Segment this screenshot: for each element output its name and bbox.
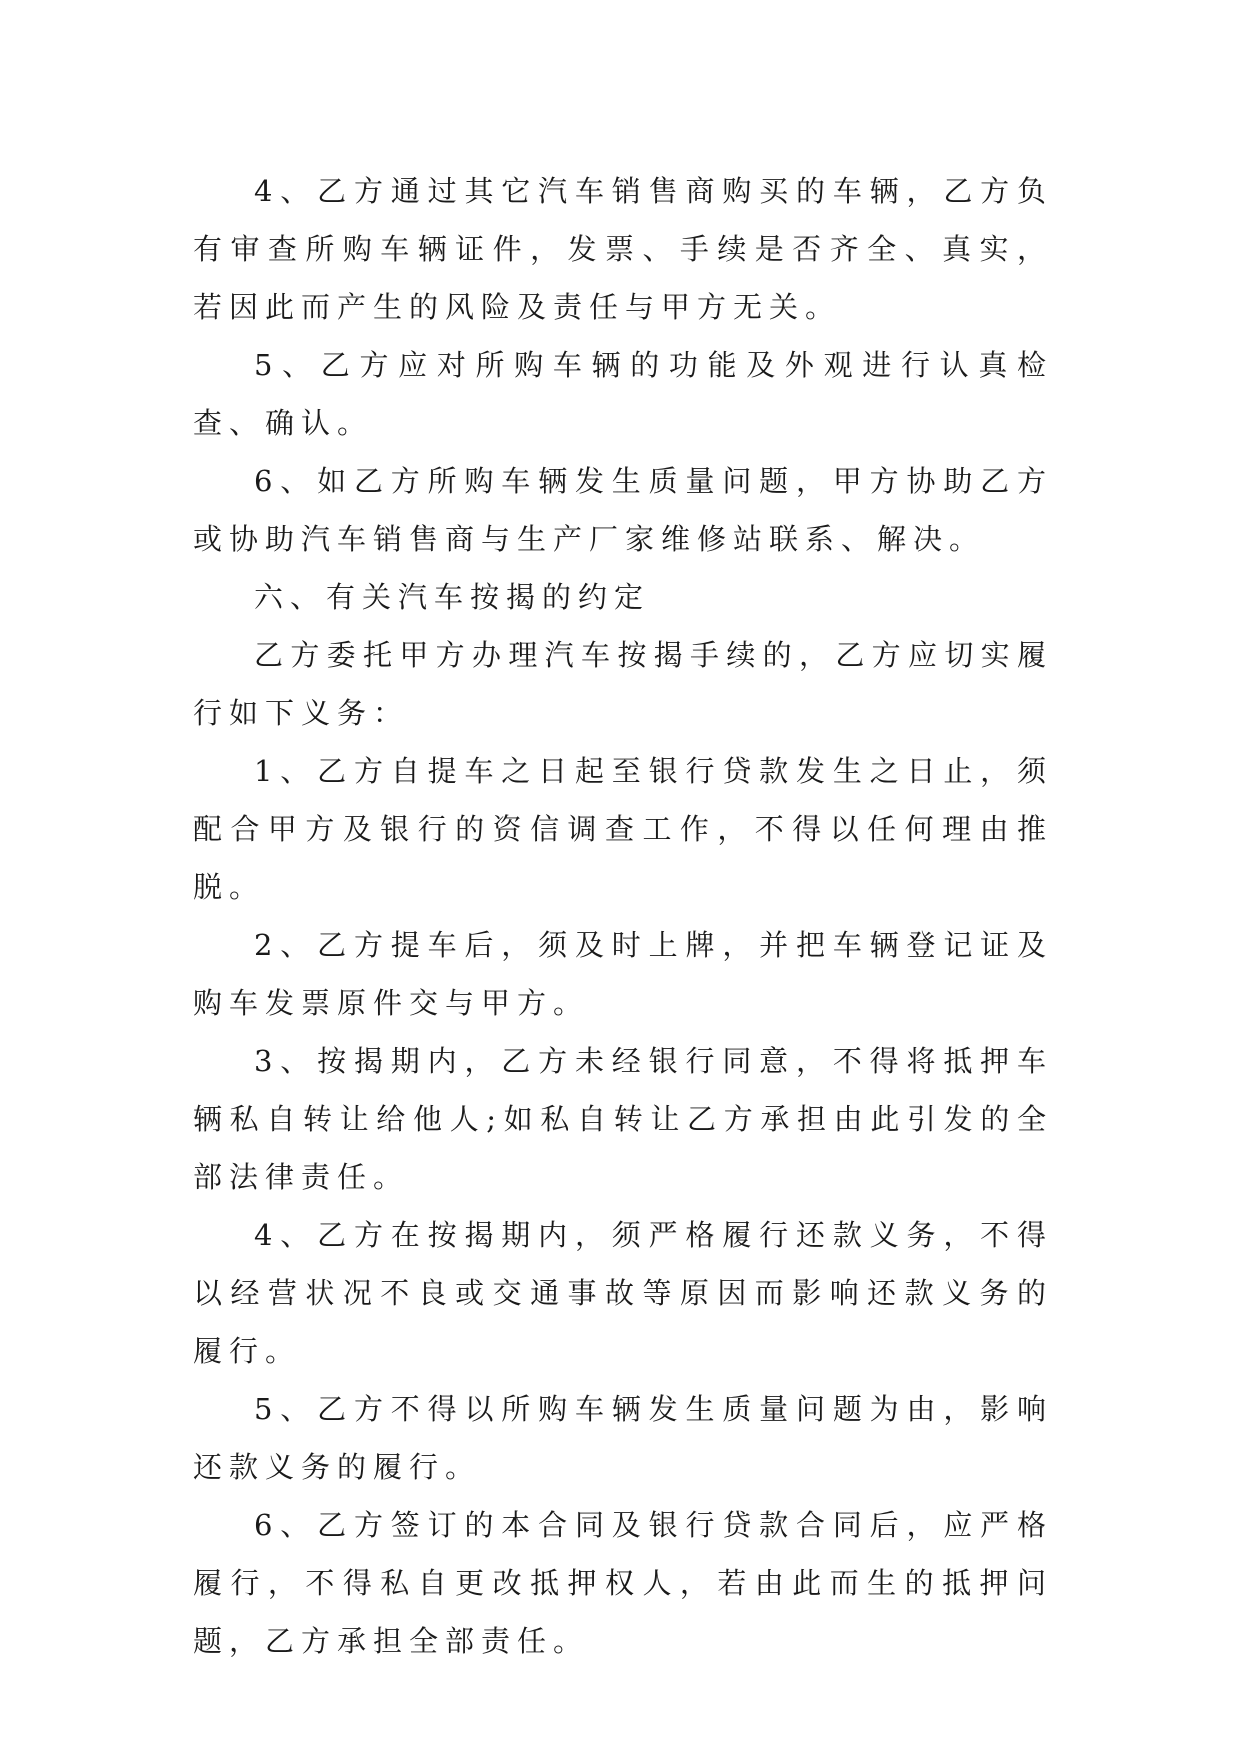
section-heading-mortgage: 六、有关汽车按揭的约定 xyxy=(254,580,651,614)
paragraph-clause-5: 5、乙方应对所购车辆的功能及外观进行认真检查、确认。 xyxy=(193,348,1053,440)
paragraph-clause-6: 6、如乙方所购车辆发生质量问题，甲方协助乙方或协助汽车销售商与生产厂家维修站联系、解决。 xyxy=(193,464,1053,556)
paragraph-obligation-4: 4、乙方在按揭期内，须严格履行还款义务，不得以经营状况不良或交通事故等原因而影响还款义务的履行。 xyxy=(193,1218,1053,1368)
paragraph-obligation-5: 5、乙方不得以所购车辆发生质量问题为由，影响还款义务的履行。 xyxy=(193,1392,1053,1484)
paragraph-obligation-6: 6、乙方签订的本合同及银行贷款合同后，应严格履行，不得私自更改抵押权人，若由此而生的抵押问题，乙方承担全部责任。 xyxy=(193,1508,1053,1658)
paragraph-clause-4: 4、乙方通过其它汽车销售商购买的车辆，乙方负有审查所购车辆证件，发票、手续是否齐全、真实，若因此而产生的风险及责任与甲方无关。 xyxy=(193,174,1053,324)
paragraph-obligation-3: 3、按揭期内，乙方未经银行同意，不得将抵押车辆私自转让给他人;如私自转让乙方承担由此引发的全部法律责任。 xyxy=(193,1044,1053,1194)
document-body xyxy=(193,162,1053,1670)
paragraph-obligation-2: 2、乙方提车后，须及时上牌，并把车辆登记证及购车发票原件交与甲方。 xyxy=(193,928,1053,1020)
paragraph-obligation-1: 1、乙方自提车之日起至银行贷款发生之日止，须配合甲方及银行的资信调查工作，不得以任何理由推脱。 xyxy=(193,754,1053,904)
paragraph-mortgage-intro: 乙方委托甲方办理汽车按揭手续的，乙方应切实履行如下义务： xyxy=(193,638,1053,730)
